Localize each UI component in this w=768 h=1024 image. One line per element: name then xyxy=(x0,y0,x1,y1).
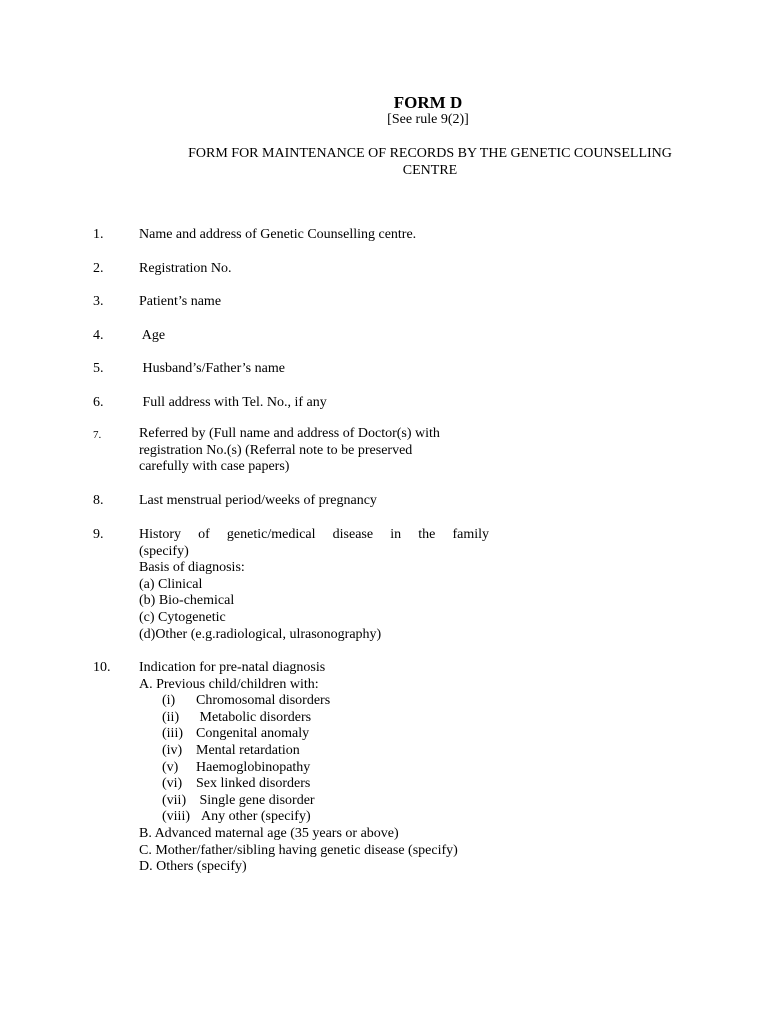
subitem-viii xyxy=(139,809,519,826)
item-text: Registration No. xyxy=(139,261,232,276)
subitem-ii xyxy=(139,710,519,727)
subitem-text: Chromosomal disorders xyxy=(196,693,331,709)
item-text-line: (specify) xyxy=(139,543,189,559)
item-text-line: (b) Bio-chemical xyxy=(139,593,235,609)
item-text-line: C. Mother/father/sibling having genetic disease (specify) xyxy=(139,842,458,858)
item-text: Last menstrual period/weeks of pregnancy xyxy=(139,493,377,508)
item-text-line: D. Others (specify) xyxy=(139,859,247,875)
subitem-numeral: (i) xyxy=(162,693,176,709)
subitem-numeral: (vi) xyxy=(162,776,183,792)
form-heading xyxy=(150,146,710,179)
subitem-text: Congenital anomaly xyxy=(196,726,310,742)
subitem-iii xyxy=(139,726,519,743)
item-text-line: A. Previous child/children with: xyxy=(139,676,319,692)
item-text-line: (c) Cytogenetic xyxy=(139,609,226,625)
subitem-text: Any other (specify) xyxy=(201,809,311,825)
subitem-text: Mental retardation xyxy=(196,742,300,758)
subitem-text: Haemoglobinopathy xyxy=(196,759,311,775)
subitem-numeral: (vii) xyxy=(162,792,187,808)
subitem-vii xyxy=(139,793,519,810)
subitem-numeral: (iii) xyxy=(162,726,183,742)
item-text xyxy=(139,527,499,643)
item-text-line: carefully with case papers) xyxy=(139,459,290,475)
subitem-numeral: (iv) xyxy=(162,742,183,758)
form-heading-line-2: CENTRE xyxy=(402,162,458,178)
item-number: 7. xyxy=(93,429,102,441)
form-title: FORM D xyxy=(393,93,463,112)
item-number: 4. xyxy=(93,328,104,343)
item-text xyxy=(139,660,519,876)
subitem-numeral: (viii) xyxy=(162,809,190,825)
subitem-text: Metabolic disorders xyxy=(196,709,312,725)
item-text-line: Indication for pre-natal diagnosis xyxy=(139,660,326,675)
item-number: 2. xyxy=(93,261,104,276)
item-number: 10. xyxy=(93,660,111,675)
subitem-vi xyxy=(139,776,519,793)
item-text-line: (d)Other (e.g.radiological, ulrasonography) xyxy=(139,626,382,642)
item-text: Husband’s/Father’s name xyxy=(139,361,285,376)
item-number: 8. xyxy=(93,493,104,508)
subitem-v xyxy=(139,760,519,777)
item-text xyxy=(139,426,499,476)
item-number: 3. xyxy=(93,294,104,309)
subitem-text: Sex linked disorders xyxy=(196,776,311,792)
subitem-numeral: (v) xyxy=(162,759,179,775)
subitem-numeral: (ii) xyxy=(162,709,180,725)
rule-reference: [See rule 9(2)] xyxy=(387,112,469,127)
item-text-line: B. Advanced maternal age (35 years or above) xyxy=(139,825,399,841)
subitem-i xyxy=(139,693,519,710)
item-number: 6. xyxy=(93,395,104,410)
item-text: Name and address of Genetic Counselling centre. xyxy=(139,227,417,242)
item-text-line: History of genetic/medical disease in the family xyxy=(139,527,489,542)
subitem-iv xyxy=(139,743,519,760)
item-text: Full address with Tel. No., if any xyxy=(139,395,327,410)
item-text-line: Referred by (Full name and address of Doctor(s) with xyxy=(139,426,440,441)
item-text-line: registration No.(s) (Referral note to be preserved xyxy=(139,442,413,458)
item-text: Patient’s name xyxy=(139,294,222,309)
subitem-text: Single gene disorder xyxy=(196,792,315,808)
item-text: Age xyxy=(139,328,166,343)
form-heading-line-1: FORM FOR MAINTENANCE OF RECORDS BY THE GENETIC COUNSELLING xyxy=(188,146,672,161)
item-text-line: (a) Clinical xyxy=(139,576,203,592)
item-number: 1. xyxy=(93,227,104,242)
item-number: 5. xyxy=(93,361,104,376)
item-number: 9. xyxy=(93,527,104,542)
item-text-line: Basis of diagnosis: xyxy=(139,560,245,576)
